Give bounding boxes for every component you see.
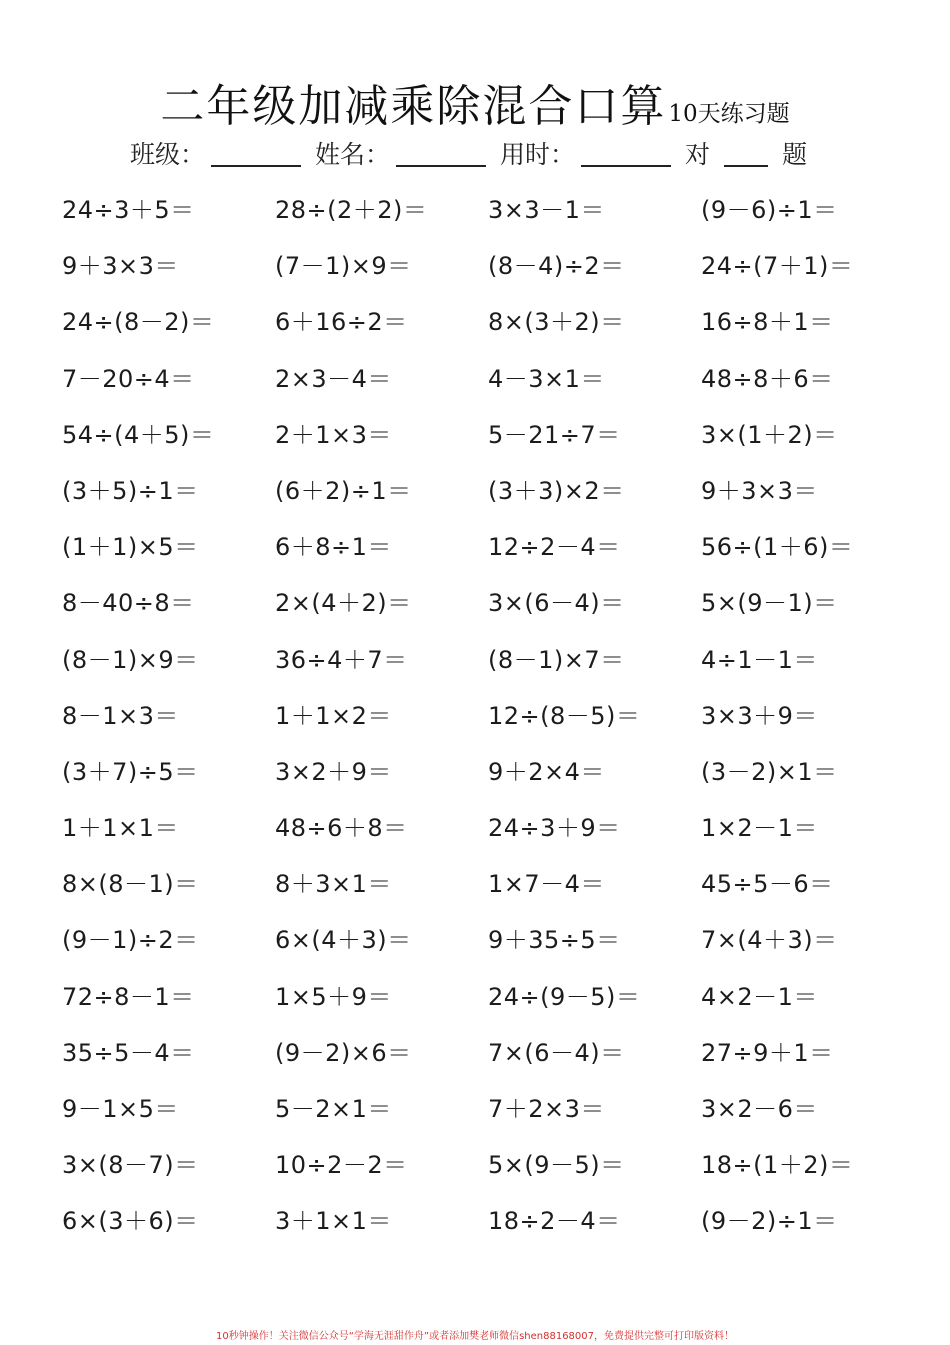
problem-item: 1×5＋9＝ xyxy=(275,982,392,1011)
problem-item: (8－4)÷2＝ xyxy=(488,252,625,281)
problem-item: 24÷(8－2)＝ xyxy=(62,308,215,337)
name-blank[interactable] xyxy=(396,139,486,167)
problem-item: 24÷(7＋1)＝ xyxy=(701,252,854,281)
correct-count-blank[interactable] xyxy=(724,139,768,167)
problem-item: 7×(4＋3)＝ xyxy=(701,926,838,955)
problem-item: 10÷2－2＝ xyxy=(275,1151,408,1180)
problem-item: (9－2)×6＝ xyxy=(275,1038,412,1067)
problem-item: 1＋1×1＝ xyxy=(62,814,179,843)
problem-item: 4－3×1＝ xyxy=(488,364,605,393)
problem-item: 6＋8÷1＝ xyxy=(275,533,392,562)
problem-item: 45÷5－6＝ xyxy=(701,870,834,899)
problem-item: 28÷(2＋2)＝ xyxy=(275,196,428,224)
problem-item: 48÷8＋6＝ xyxy=(701,364,834,393)
problem-item: 1×7－4＝ xyxy=(488,870,605,899)
class-blank[interactable] xyxy=(211,139,301,167)
problem-item: (8－1)×7＝ xyxy=(488,645,625,674)
problem-item: 3×3＋9＝ xyxy=(701,701,818,730)
problem-item: 3＋1×1＝ xyxy=(275,1207,392,1236)
problem-item: 1×2－1＝ xyxy=(701,814,818,843)
problem-item: 7×(6－4)＝ xyxy=(488,1038,625,1067)
problem-item: 9－1×5＝ xyxy=(62,1095,179,1123)
problem-item: 35÷5－4＝ xyxy=(62,1038,195,1067)
problem-item: 6＋16÷2＝ xyxy=(275,308,408,337)
student-info-row xyxy=(130,133,850,173)
time-blank[interactable] xyxy=(581,139,671,167)
problem-item: 3×(8－7)＝ xyxy=(62,1151,199,1180)
problem-item: 9＋2×4＝ xyxy=(488,757,605,786)
problem-item: 56÷(1＋6)＝ xyxy=(701,533,854,562)
problem-item: 27÷9＋1＝ xyxy=(701,1038,834,1067)
problem-item: 4×2－1＝ xyxy=(701,982,818,1011)
problem-item: 5－2×1＝ xyxy=(275,1095,392,1123)
correct-label: 对 xyxy=(685,140,711,169)
problem-item: 3×(1＋2)＝ xyxy=(701,420,838,449)
problem-item: 6×(4＋3)＝ xyxy=(275,926,412,955)
problem-item: (6＋2)÷1＝ xyxy=(275,476,412,505)
problem-item: 9＋35÷5＝ xyxy=(488,926,621,955)
problem-item: 54÷(4＋5)＝ xyxy=(62,420,215,449)
name-label: 姓名： xyxy=(315,140,391,169)
problem-item: 5×(9－1)＝ xyxy=(701,589,838,618)
question-label: 题 xyxy=(782,140,808,169)
problem-item: 8－1×3＝ xyxy=(62,701,179,730)
time-label: 用时： xyxy=(500,140,576,169)
problem-item: (3＋3)×2＝ xyxy=(488,476,625,505)
problem-item: 24÷3＋5＝ xyxy=(62,196,195,224)
problem-item: 4÷1－1＝ xyxy=(701,645,818,674)
problem-item: 3×2－6＝ xyxy=(701,1095,818,1123)
problem-item: 6×(3＋6)＝ xyxy=(62,1207,199,1236)
problem-item: 7－20÷4＝ xyxy=(62,364,195,393)
problem-item: 2×3－4＝ xyxy=(275,364,392,393)
problem-item: (9－6)÷1＝ xyxy=(701,196,838,224)
problem-item: 36÷4＋7＝ xyxy=(275,645,408,674)
problem-item: 9＋3×3＝ xyxy=(62,252,179,281)
problem-item: 72÷8－1＝ xyxy=(62,982,195,1011)
problem-item: 2＋1×3＝ xyxy=(275,420,392,449)
problem-item: 2×(4＋2)＝ xyxy=(275,589,412,618)
problem-item: (3＋7)÷5＝ xyxy=(62,757,199,786)
problem-item: 8＋3×1＝ xyxy=(275,870,392,899)
problem-item: 16÷8＋1＝ xyxy=(701,308,834,337)
problem-item: (1＋1)×5＝ xyxy=(62,533,199,562)
problem-item: 5×(9－5)＝ xyxy=(488,1151,625,1180)
problem-item: 12÷(8－5)＝ xyxy=(488,701,641,730)
problem-item: 18÷2－4＝ xyxy=(488,1207,621,1236)
problem-item: 24÷(9－5)＝ xyxy=(488,982,641,1011)
problem-item: 7＋2×3＝ xyxy=(488,1095,605,1123)
problem-item: (8－1)×9＝ xyxy=(62,645,199,674)
title-main: 二年级加减乘除混合口算 xyxy=(160,81,667,132)
problem-item: 1＋1×2＝ xyxy=(275,701,392,730)
problem-grid xyxy=(62,182,922,1250)
problem-item: (3－2)×1＝ xyxy=(701,757,838,786)
problem-item: 48÷6＋8＝ xyxy=(275,814,408,843)
problem-item: (7－1)×9＝ xyxy=(275,252,412,281)
problem-item: 12÷2－4＝ xyxy=(488,533,621,562)
problem-item: 8×(3＋2)＝ xyxy=(488,308,625,337)
worksheet-title xyxy=(0,70,950,134)
problem-item: 8－40÷8＝ xyxy=(62,589,195,618)
problem-item: 8×(8－1)＝ xyxy=(62,870,199,899)
problem-item: (3＋5)÷1＝ xyxy=(62,476,199,505)
problem-item: (9－2)÷1＝ xyxy=(701,1207,838,1236)
problem-item: 3×3－1＝ xyxy=(488,196,605,224)
problem-item: 24÷3＋9＝ xyxy=(488,814,621,843)
problem-item: 18÷(1＋2)＝ xyxy=(701,1151,854,1180)
problem-item: 3×2＋9＝ xyxy=(275,757,392,786)
problem-item: 5－21÷7＝ xyxy=(488,420,621,449)
title-subtitle: 10天练习题 xyxy=(668,101,790,127)
problem-item: (9－1)÷2＝ xyxy=(62,926,199,955)
class-label: 班级： xyxy=(130,140,206,169)
problem-item: 9＋3×3＝ xyxy=(701,476,818,505)
footer-note: 10秒钟操作！关注微信公众号“学海无涯甜作舟”或者添加樊老师微信shen88168007，免费提供完整可打印版资料！ xyxy=(215,1331,735,1342)
problem-item: 3×(6－4)＝ xyxy=(488,589,625,618)
